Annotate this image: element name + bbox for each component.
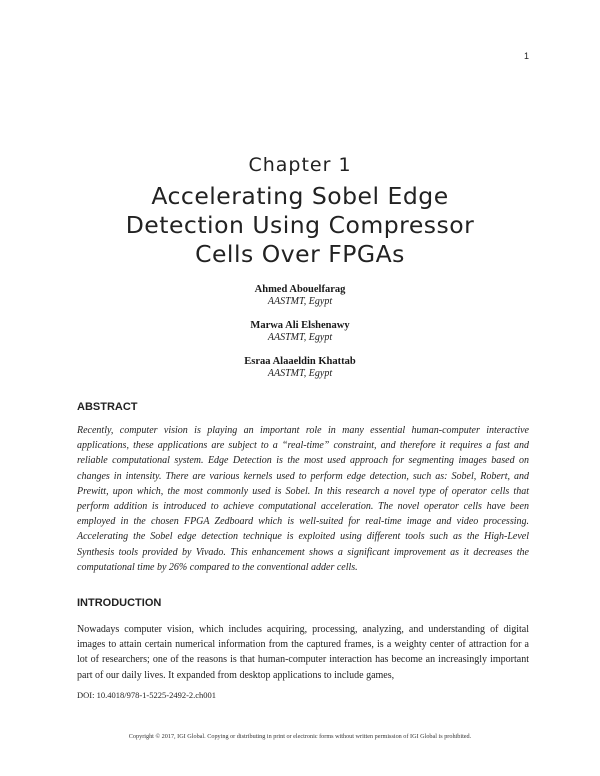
- author-affiliation: AASTMT, Egypt: [267, 296, 333, 307]
- author-name: Ahmed Abouelfarag: [254, 284, 346, 295]
- introduction-text: Nowadays computer vision, which includes acquiring, processing, analyzing, and understanding of digital images to attain certain numerical information from the captured frames, is a weighty center of attraction for a lot of researchers; one of the reasons is that human-computer interaction has become an increasingly important part of our daily lives. It expanded from desktop applications to include games,: [77, 624, 529, 681]
- author-block: [0, 356, 600, 380]
- copyright-notice: Copyright © 2017, IGI Global. Copying or distributing in print or electronic forms without written permission of IGI Global is prohibited.: [128, 733, 472, 740]
- author-block: [0, 284, 600, 308]
- doi: DOI: 10.4018/978-1-5225-2492-2.ch001: [77, 690, 217, 700]
- author-list: [0, 284, 600, 392]
- author-block: [0, 320, 600, 344]
- abstract-text: Recently, computer vision is playing an important role in many essential human-computer interactive applications, these applications are subject to a “real-time” constraint, and therefore it requires a fast and reliable computational system. Edge Detection is the most used approach for segmenting images based on changes in intensity. There are various kernels used to perform edge detection, such as: Sobel, Robert, and Prewitt, upon which, the most commonly used is Sobel. In this research a novel type of operator cells that perform addition is introduced to achieve computational acceleration. The novel operator cells have been employed in the chosen FPGA Zedboard which is well-suited for real-time image and video processing. Accelerating the Sobel edge detection technique is exploited using different tools such as the High-Level Synthesis tools provided by Vivado. This enhancement shows a significant improvement as it decreases the computational time by 26% compared to the conventional adder cells.: [77, 425, 529, 573]
- introduction-heading: INTRODUCTION: [77, 597, 162, 609]
- chapter-title-line: Cells Over FPGAs: [195, 240, 405, 268]
- author-name: Marwa Ali Elshenawy: [250, 320, 350, 331]
- author-affiliation: AASTMT, Egypt: [267, 368, 333, 379]
- page-number: 1: [523, 51, 529, 61]
- author-name: Esraa Alaaeldin Khattab: [244, 356, 356, 367]
- abstract-heading: ABSTRACT: [77, 401, 138, 413]
- chapter-label: Chapter 1: [248, 154, 352, 176]
- chapter-title-line: Detection Using Compressor: [125, 211, 475, 239]
- chapter-title: [0, 182, 600, 269]
- chapter-title-line: Accelerating Sobel Edge: [151, 182, 449, 210]
- author-affiliation: AASTMT, Egypt: [267, 332, 333, 343]
